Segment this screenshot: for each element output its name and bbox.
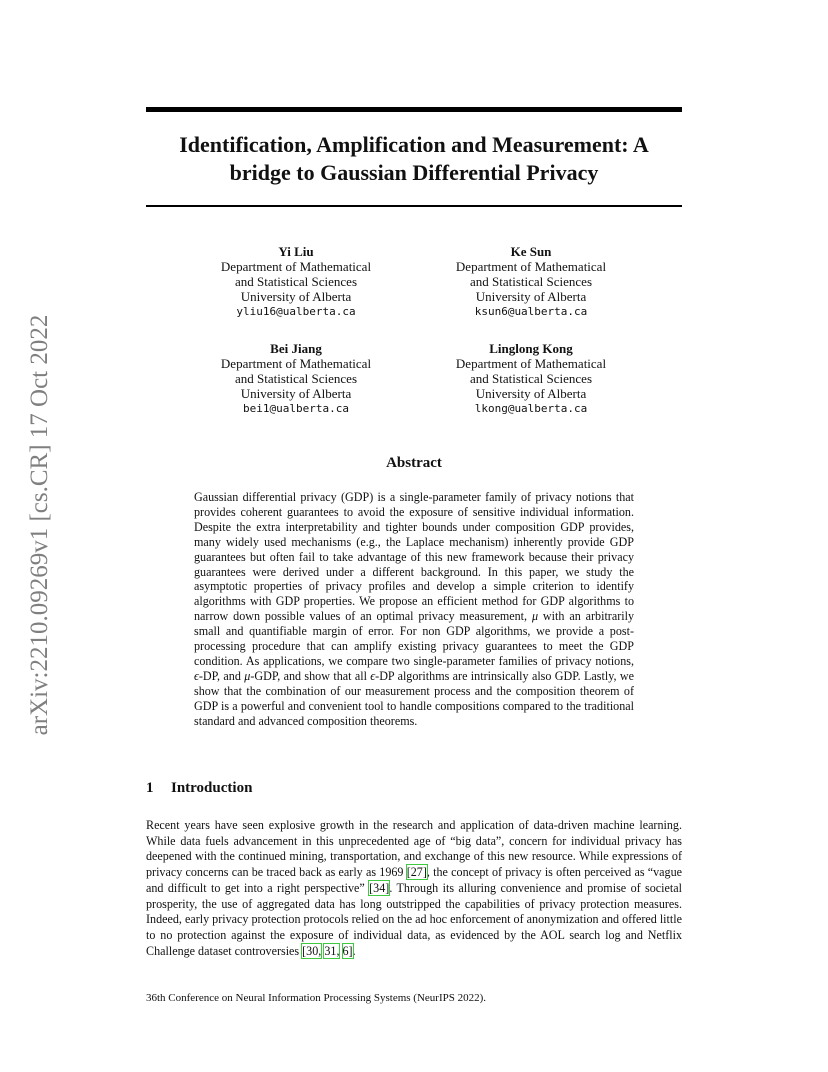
citation-link[interactable]: 6]	[342, 943, 353, 958]
abstract-text-part: -DP, and	[198, 668, 245, 683]
author-name: Yi Liu	[278, 244, 314, 259]
citation-link[interactable]: [27]	[406, 865, 427, 880]
abstract-text	[194, 490, 634, 729]
author-university: University of Alberta	[475, 289, 587, 304]
author-name: Bei Jiang	[270, 341, 322, 356]
abstract-heading: Abstract	[386, 455, 442, 471]
author-name: Ke Sun	[510, 244, 552, 259]
author-block-ke-sun	[421, 244, 641, 319]
intro-text-part: , the concept of privacy is often perceived as “vague and difficult to get into a right perspective”	[146, 865, 683, 895]
math-symbol-epsilon: ϵ	[370, 668, 376, 683]
abstract-text-part: -GDP, and show that all	[250, 668, 371, 683]
author-email[interactable]: ksun6@ualberta.ca	[474, 305, 588, 318]
intro-text-part: Recent years have seen explosive growth in the research and application of data-driven machine learning. While data fuels advancement in this unprecedented age of “big data”, concern for individual privacy has deepened with the continued mining, transportation, and exchange of this new resource. While expressions of privacy concerns can be traced back as early as 1969	[146, 818, 682, 880]
math-symbol-epsilon: ϵ	[194, 668, 199, 683]
author-email[interactable]: bei1@ualberta.ca	[243, 402, 349, 415]
author-department: and Statistical Sciences	[234, 371, 358, 386]
intro-text-part: .	[352, 943, 356, 958]
abstract-text-part: with an arbitrarily small and quantifiable margin of error. For non GDP algorithms, we provide a post-processing procedure that can amplify existing privacy guarantees to meet the GDP condition. As applications, we compare two single-parameter families of privacy notions,	[194, 609, 634, 668]
author-name: Linglong Kong	[489, 341, 573, 356]
title-bottom-rule	[146, 205, 682, 207]
math-symbol-mu: μ	[244, 668, 251, 683]
title-line-1: Identification, Amplification and Measurement: A	[179, 132, 649, 157]
section-title: Introduction	[171, 780, 253, 796]
author-university: University of Alberta	[240, 289, 352, 304]
author-university: University of Alberta	[240, 386, 352, 401]
title-line-2: bridge to Gaussian Differential Privacy	[229, 160, 599, 185]
author-email[interactable]: yliu16@ualberta.ca	[236, 305, 356, 318]
citation-link[interactable]: 31,	[324, 943, 340, 958]
title-top-rule	[146, 107, 682, 112]
conference-footnote: 36th Conference on Neural Information Processing Systems (NeurIPS 2022).	[146, 992, 487, 1004]
author-department: and Statistical Sciences	[469, 274, 593, 289]
author-email[interactable]: lkong@ualberta.ca	[474, 402, 588, 415]
citation-link[interactable]: [34]	[369, 880, 390, 895]
arxiv-identifier-stamp[interactable]: arXiv:2210.09269v1 [cs.CR] 17 Oct 2022	[26, 314, 53, 736]
section-heading-introduction	[146, 779, 682, 797]
math-symbol-mu: μ	[531, 609, 539, 624]
author-block-linglong-kong	[421, 341, 641, 416]
author-department: Department of Mathematical	[455, 356, 607, 371]
abstract-text-part: -DP algorithms are intrinsically also GDP. Lastly, we show that the combination of our measurement process and the composition theorem of GDP is a powerful and convenient tool to handle compositions compared to the traditional standard and advanced composition theorems.	[194, 668, 634, 728]
author-department: Department of Mathematical	[220, 356, 372, 371]
citation-link[interactable]: [30,	[302, 943, 322, 958]
introduction-paragraph	[146, 818, 682, 959]
author-department: and Statistical Sciences	[469, 371, 593, 386]
abstract-text-part: Gaussian differential privacy (GDP) is a single-parameter family of privacy notions that provides coherent guarantees to avoid the exposure of sensitive individual information. Despite the extra interpretability and tighter bounds under composition GDP provides, many widely used mechanisms (e.g., the Laplace mechanism) inherently provide GDP guarantees but often fail to take advantage of this new framework because their privacy guarantees were derived under a different background. In this paper, we study the asymptotic properties of privacy profiles and develop a simple criterion to identify algorithms with GDP properties. We propose an efficient method for GDP algorithms to narrow down possible values of an optimal privacy measurement,	[194, 490, 634, 624]
author-block-bei-jiang	[186, 341, 406, 416]
paper-title	[146, 131, 682, 187]
author-university: University of Alberta	[475, 386, 587, 401]
intro-text-part: . Through its alluring convenience and promise of societal prosperity, the use of aggregated data has long outstripped the capabilities of privacy protection measures. Indeed, early privacy protection protocols relied on the ad hoc enforcement of anonymization and offered little to no protection against the exposure of individual data, as evidenced by the AOL search log and Netflix Challenge dataset controversies	[146, 880, 682, 958]
author-department: Department of Mathematical	[455, 259, 607, 274]
author-department: and Statistical Sciences	[234, 274, 358, 289]
author-block-yi-liu	[186, 244, 406, 319]
author-department: Department of Mathematical	[220, 259, 372, 274]
section-number: 1	[146, 780, 154, 796]
